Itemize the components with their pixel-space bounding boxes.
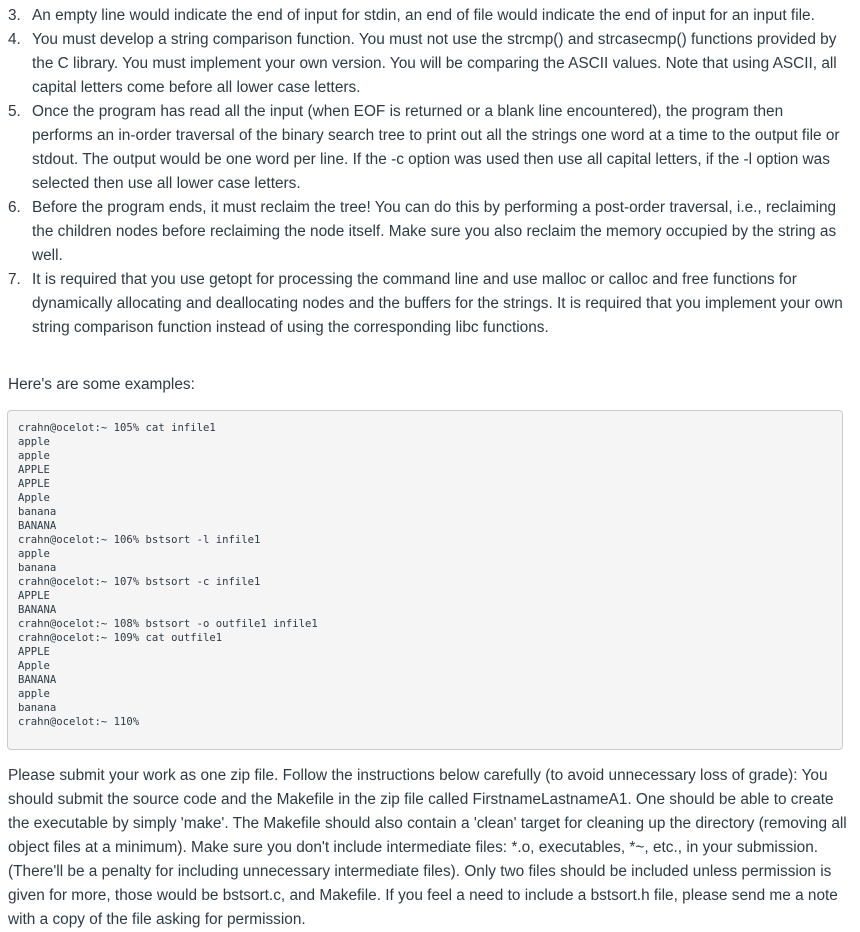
requirement-item (8, 28, 848, 100)
terminal-line: APPLE (18, 478, 50, 490)
terminal-line: crahn@ocelot:~ 110% (18, 716, 140, 728)
requirement-text: It is required that you use getopt for processing the command line and use malloc or calloc and free functions for dynamically allocating and deallocating nodes and the buffers for the strings. It is required that you implement your own string comparison function instead of using the corresponding libc functions. (32, 271, 843, 336)
terminal-line: crahn@ocelot:~ 108% bstsort -o outfile1 infile1 (18, 618, 318, 630)
requirement-number: 6. (8, 199, 21, 216)
requirement-item (8, 196, 848, 268)
requirement-number: 3. (8, 7, 21, 24)
requirement-item (8, 268, 848, 340)
terminal-line: BANANA (18, 674, 57, 686)
requirement-item (8, 4, 848, 28)
terminal-line: apple (18, 450, 50, 462)
terminal-line: BANANA (18, 520, 57, 532)
terminal-line: Apple (18, 660, 50, 672)
terminal-line: APPLE (18, 590, 50, 602)
terminal-line: apple (18, 688, 50, 700)
requirement-text: An empty line would indicate the end of input for stdin, an end of file would indicate the end of input for an input file. (32, 7, 815, 24)
requirement-text: Once the program has read all the input (when EOF is returned or a blank line encountered), the program then performs an in-order traversal of the binary search tree to print out all the strings one word at a time to the output file or stdout. The output would be one word per line. If the -c option was used then use all capital letters, if the -l option was selected then use all lower case letters. (32, 103, 840, 192)
terminal-line: BANANA (18, 604, 57, 616)
examples-intro: Here's are some examples: (8, 376, 195, 393)
requirements-list (8, 4, 848, 340)
terminal-line: apple (18, 436, 50, 448)
terminal-line: banana (18, 506, 57, 518)
terminal-output (18, 421, 832, 729)
terminal-line: Apple (18, 492, 50, 504)
requirement-item (8, 100, 848, 196)
terminal-example-block (7, 410, 843, 750)
requirement-number: 4. (8, 31, 21, 48)
requirement-number: 5. (8, 103, 21, 120)
requirement-text: Before the program ends, it must reclaim the tree! You can do this by performing a post-order traversal, i.e., reclaiming the children nodes before reclaiming the node itself. Make sure you also reclaim the memory occupied by the string as well. (32, 199, 837, 264)
terminal-line: crahn@ocelot:~ 109% cat outfile1 (18, 632, 223, 644)
requirement-number: 7. (8, 271, 21, 288)
terminal-line: APPLE (18, 646, 50, 658)
terminal-line: banana (18, 702, 57, 714)
terminal-line: crahn@ocelot:~ 107% bstsort -c infile1 (18, 576, 261, 588)
terminal-line: crahn@ocelot:~ 105% cat infile1 (18, 422, 216, 434)
requirement-text: You must develop a string comparison function. You must not use the strcmp() and strcasecmp() functions provided by the C library. You must implement your own version. You will be comparing the ASCII values. Note that using ASCII, all capital letters come before all lower case letters. (32, 31, 837, 96)
terminal-line: crahn@ocelot:~ 106% bstsort -l infile1 (18, 534, 261, 546)
submission-instructions: Please submit your work as one zip file. Follow the instructions below carefully (to avoid unnecessary loss of grade): You should submit the source code and the Makefile in the zip file called FirstnameLastnameA1. One should be able to create the executable by simply 'make'. The Makefile should also contain a 'clean' target for cleaning up the directory (removing all object files at a minimum). Make sure you don't include intermediate files: *.o, executables, *~, etc., in your submission. (There'll be a penalty for including unnecessary intermediate files). Only two files should be included unless permission is given for more, those would be bstsort.c, and Makefile. If you feel a need to include a bstsort.h file, please send me a note with a copy of the file asking for permission. (8, 767, 847, 928)
terminal-line: banana (18, 562, 57, 574)
terminal-line: apple (18, 548, 50, 560)
terminal-line: APPLE (18, 464, 50, 476)
